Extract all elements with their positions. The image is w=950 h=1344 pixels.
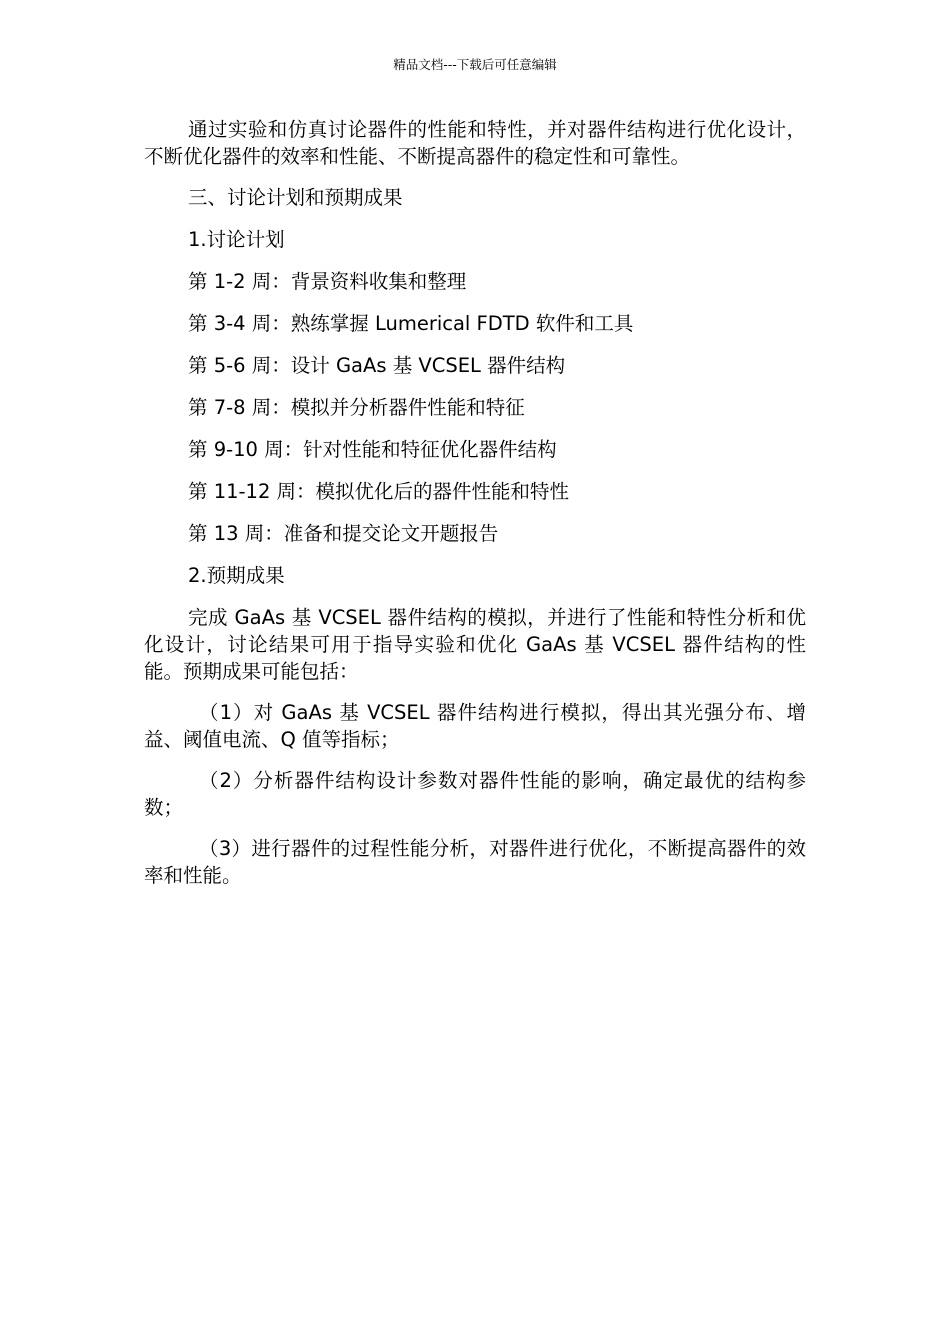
plan-item: 第 11-12 周：模拟优化后的器件性能和特性 [188,480,570,503]
section-heading: 三、讨论计划和预期成果 [188,186,403,209]
outcome-item: （1）对 GaAs 基 VCSEL 器件结构进行模拟，得出其光强分布、增益、阈值电流、Q 值等指标； [144,701,806,751]
results-heading: 2.预期成果 [188,564,285,587]
document-body [144,116,806,903]
plan-item: 第 13 周：准备和提交论文开题报告 [188,522,499,545]
page-header: 精品文档---下载后可任意编辑 [393,57,557,72]
results-summary: 完成 GaAs 基 VCSEL 器件结构的模拟，并进行了性能和特性分析和优化设计，讨论结果可用于指导实验和优化 GaAs 基 VCSEL 器件结构的性能。预期成果可能包括： [144,606,806,683]
plan-item: 第 3-4 周：熟练掌握 Lumerical FDTD 软件和工具 [188,312,634,335]
plan-heading: 1.讨论计划 [188,228,285,251]
outcome-item: （3）进行器件的过程性能分析，对器件进行优化，不断提高器件的效率和性能。 [144,837,806,887]
outcome-item: （2）分析器件结构设计参数对器件性能的影响，确定最优的结构参数； [144,769,806,819]
plan-item: 第 7-8 周：模拟并分析器件性能和特征 [188,396,525,419]
plan-item: 第 1-2 周：背景资料收集和整理 [188,270,467,293]
intro-paragraph: 通过实验和仿真讨论器件的性能和特性，并对器件结构进行优化设计，不断优化器件的效率和性能、不断提高器件的稳定性和可靠性。 [144,118,806,168]
plan-item: 第 9-10 周：针对性能和特征优化器件结构 [188,438,557,461]
plan-item: 第 5-6 周：设计 GaAs 基 VCSEL 器件结构 [188,354,566,377]
